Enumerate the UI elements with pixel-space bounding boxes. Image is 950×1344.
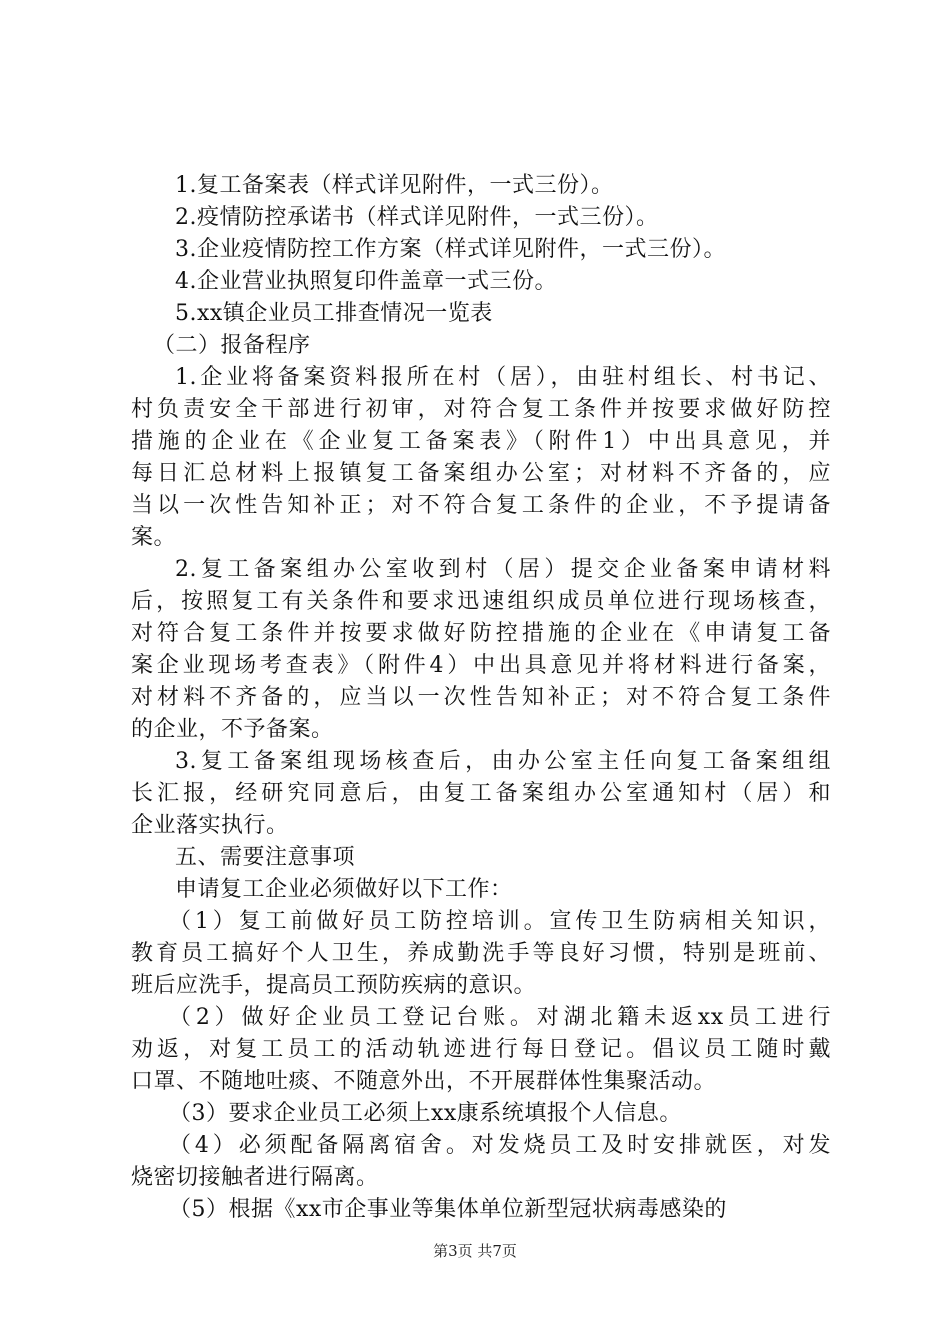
paragraph bbox=[131, 906, 831, 1002]
text-line: 3.复工备案组现场核查后，由办公室主任向复工备案组组 bbox=[175, 749, 831, 774]
document-body bbox=[131, 170, 831, 1226]
text-line: 烧密切接触者进行隔离。 bbox=[131, 1165, 379, 1190]
text-line: 案企业现场考查表》（附件4）中出具意见并将材料进行备案， bbox=[131, 653, 831, 678]
text-line: 劝返，对复工员工的活动轨迹进行每日登记。倡议员工随时戴 bbox=[131, 1037, 831, 1062]
text-line: 2.复工备案组办公室收到村（居）提交企业备案申请材料 bbox=[175, 557, 831, 582]
paragraph bbox=[131, 1194, 831, 1226]
paragraph bbox=[131, 330, 831, 362]
text-line: 2.疫情防控承诺书（样式详见附件，一式三份）。 bbox=[175, 205, 659, 230]
text-line: 对材料不齐备的，应当以一次性告知补正；对不符合复工条件 bbox=[131, 685, 831, 710]
text-line: （4）必须配备隔离宿舍。对发烧员工及时安排就医，对发 bbox=[169, 1133, 831, 1158]
text-line: （5）根据《xx市企事业等集体单位新型冠状病毒感染的 bbox=[169, 1197, 727, 1222]
text-line: 每日汇总材料上报镇复工备案组办公室；对材料不齐备的，应 bbox=[131, 461, 831, 486]
paragraph bbox=[131, 746, 831, 842]
paragraph bbox=[131, 1098, 831, 1130]
paragraph bbox=[131, 842, 831, 874]
paragraph bbox=[131, 1130, 831, 1194]
page-footer: 第3页 共7页 bbox=[433, 1242, 517, 1260]
text-line: 口罩、不随地吐痰、不随意外出，不开展群体性集聚活动。 bbox=[131, 1069, 717, 1094]
text-line: （3）要求企业员工必须上xx康系统填报个人信息。 bbox=[169, 1101, 682, 1126]
text-line: 的企业，不予备案。 bbox=[131, 717, 334, 742]
text-line: 教育员工搞好个人卫生，养成勤洗手等良好习惯，特别是班前、 bbox=[131, 941, 831, 966]
text-line: 五、需要注意事项 bbox=[175, 845, 356, 870]
text-line: （2）做好企业员工登记台账。对湖北籍未返xx员工进行 bbox=[169, 1005, 831, 1030]
text-line: 4.企业营业执照复印件盖章一式三份。 bbox=[175, 269, 557, 294]
text-line: 1.企业将备案资料报所在村（居），由驻村组长、村书记、 bbox=[175, 365, 831, 390]
paragraph bbox=[131, 266, 831, 298]
text-line: 企业落实执行。 bbox=[131, 813, 289, 838]
paragraph bbox=[131, 234, 831, 266]
paragraph bbox=[131, 298, 831, 330]
text-line: （二）报备程序 bbox=[153, 333, 311, 358]
text-line: 5.xx镇企业员工排查情况一览表 bbox=[175, 301, 493, 326]
text-line: 3.企业疫情防控工作方案（样式详见附件，一式三份）。 bbox=[175, 237, 726, 262]
text-line: 措施的企业在《企业复工备案表》（附件1）中出具意见，并 bbox=[131, 429, 831, 454]
paragraph bbox=[131, 554, 831, 746]
paragraph bbox=[131, 1002, 831, 1098]
text-line: 申请复工企业必须做好以下工作： bbox=[175, 877, 513, 902]
text-line: 1.复工备案表（样式详见附件，一式三份）。 bbox=[175, 173, 614, 198]
paragraph bbox=[131, 202, 831, 234]
text-line: 班后应洗手，提高员工预防疾病的意识。 bbox=[131, 973, 537, 998]
paragraph bbox=[131, 170, 831, 202]
text-line: 案。 bbox=[131, 525, 177, 550]
text-line: 村负责安全干部进行初审，对符合复工条件并按要求做好防控 bbox=[131, 397, 831, 422]
text-line: （1）复工前做好员工防控培训。宣传卫生防病相关知识， bbox=[169, 909, 831, 934]
text-line: 长汇报，经研究同意后，由复工备案组办公室通知村（居）和 bbox=[131, 781, 831, 806]
text-line: 对符合复工条件并按要求做好防控措施的企业在《申请复工备 bbox=[131, 621, 831, 646]
paragraph bbox=[131, 362, 831, 554]
paragraph bbox=[131, 874, 831, 906]
text-line: 后，按照复工有关条件和要求迅速组织成员单位进行现场核查， bbox=[131, 589, 831, 614]
text-line: 当以一次性告知补正；对不符合复工条件的企业，不予提请备 bbox=[131, 493, 831, 518]
